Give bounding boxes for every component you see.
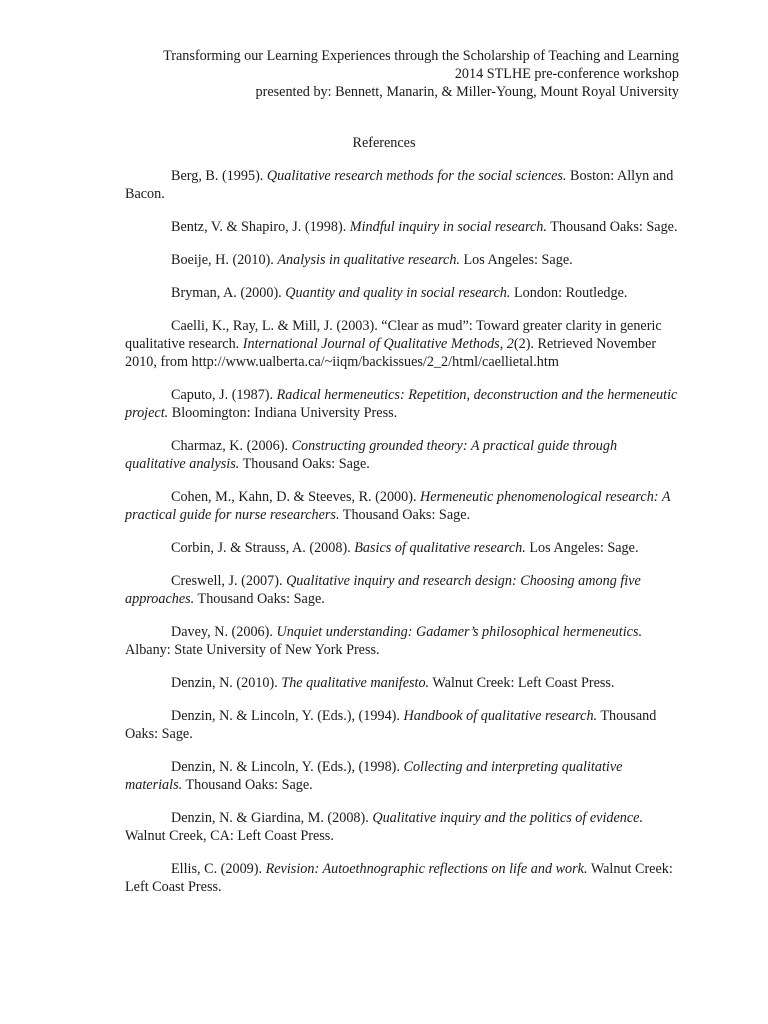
reference-authors: Boeije, H. (2010). <box>171 252 278 268</box>
reference-publisher: Thousand Oaks: Sage. <box>546 219 678 235</box>
reference-entry <box>125 623 680 659</box>
reference-authors: Bryman, A. (2000). <box>171 285 286 301</box>
reference-entry <box>125 674 680 692</box>
reference-title: Radical hermeneutics: Repetition, deconstruction and the hermeneutic project. <box>125 387 678 421</box>
reference-publisher: Thousand Oaks: Sage. <box>125 708 657 742</box>
reference-title: Qualitative research methods for the social sciences. <box>266 168 567 184</box>
reference-authors: Ellis, C. (2009). <box>171 861 266 877</box>
reference-publisher: Thousand Oaks: Sage. <box>194 591 325 607</box>
reference-entry <box>125 572 680 608</box>
reference-authors: Davey, N. (2006). <box>171 624 277 640</box>
reference-authors: Bentz, V. & Shapiro, J. (1998). <box>171 219 350 235</box>
reference-publisher: Los Angeles: Sage. <box>525 540 639 556</box>
reference-title: International Journal of Qualitative Methods, 2 <box>242 336 514 352</box>
reference-authors: Denzin, N. & Giardina, M. (2008). <box>171 810 373 826</box>
reference-publisher: Los Angeles: Sage. <box>459 252 573 268</box>
reference-title: The qualitative manifesto. <box>281 675 430 691</box>
reference-title: Collecting and interpreting qualitative materials. <box>125 759 623 793</box>
reference-entry <box>125 317 680 371</box>
reference-authors: Berg, B. (1995). <box>171 168 267 184</box>
reference-entry <box>125 437 680 473</box>
reference-authors: Charmaz, K. (2006). <box>171 438 292 454</box>
reference-publisher: Boston: Allyn and Bacon. <box>125 168 674 202</box>
reference-entry <box>125 218 680 236</box>
reference-entry <box>125 284 680 302</box>
reference-publisher: Walnut Creek: Left Coast Press. <box>125 861 673 895</box>
reference-title: Analysis in qualitative research. <box>277 252 460 268</box>
reference-entry <box>125 860 680 896</box>
reference-authors: Denzin, N. & Lincoln, Y. (Eds.), (1998). <box>171 759 404 775</box>
reference-title: Constructing grounded theory: A practical guide through qualitative analysis. <box>125 438 618 472</box>
reference-publisher: (2). Retrieved November 2010, from http://www.ualberta.ca/~iiqm/backissues/2_2/html/caellietal.htm <box>125 336 657 370</box>
reference-entry <box>125 809 680 845</box>
reference-entry <box>125 251 680 269</box>
reference-title: Qualitative inquiry and the politics of evidence. <box>372 810 644 826</box>
reference-authors: Creswell, J. (2007). <box>171 573 287 589</box>
header-workshop-title: Transforming our Learning Experiences through the Scholarship of Teaching and Learning <box>163 48 679 64</box>
reference-title: Hermeneutic phenomenological research: A practical guide for nurse researchers. <box>125 489 671 523</box>
reference-title: Mindful inquiry in social research. <box>349 219 547 235</box>
reference-list <box>125 167 680 911</box>
header-conference: 2014 STLHE pre-conference workshop <box>454 66 679 82</box>
reference-publisher: Thousand Oaks: Sage. <box>339 507 471 523</box>
reference-title: Unquiet understanding: Gadamer’s philosophical hermeneutics. <box>276 624 643 640</box>
reference-entry <box>125 386 680 422</box>
reference-entry <box>125 488 680 524</box>
reference-publisher: Walnut Creek, CA: Left Coast Press. <box>125 828 334 844</box>
reference-entry <box>125 539 680 557</box>
reference-title: Quantity and quality in social research. <box>285 285 511 301</box>
reference-authors: Denzin, N. & Lincoln, Y. (Eds.), (1994). <box>171 708 404 724</box>
reference-title: Revision: Autoethnographic reflections on life and work. <box>265 861 588 877</box>
reference-publisher: Walnut Creek: Left Coast Press. <box>429 675 615 691</box>
reference-authors: Cohen, M., Kahn, D. & Steeves, R. (2000). <box>171 489 421 505</box>
reference-publisher: Thousand Oaks: Sage. <box>239 456 370 472</box>
reference-authors: Caputo, J. (1987). <box>171 387 277 403</box>
reference-title: Qualitative inquiry and research design: Choosing among five approaches. <box>125 573 641 607</box>
reference-authors: Corbin, J. & Strauss, A. (2008). <box>171 540 355 556</box>
reference-publisher: Bloomington: Indiana University Press. <box>168 405 398 421</box>
header-presenters: presented by: Bennett, Manarin, & Miller-Young, Mount Royal University <box>255 84 679 100</box>
reference-publisher: London: Routledge. <box>510 285 628 301</box>
reference-authors: Denzin, N. (2010). <box>171 675 282 691</box>
reference-publisher: Thousand Oaks: Sage. <box>182 777 313 793</box>
document-header <box>39 47 679 101</box>
reference-publisher: Albany: State University of New York Press. <box>125 642 380 658</box>
page-title: References <box>352 135 416 151</box>
reference-title: Basics of qualitative research. <box>354 540 526 556</box>
reference-entry <box>125 707 680 743</box>
reference-entry <box>125 167 680 203</box>
reference-title: Handbook of qualitative research. <box>403 708 598 724</box>
reference-authors: Caelli, K., Ray, L. & Mill, J. (2003). “Clear as mud”: Toward greater clarity in generic qualitative research. <box>125 318 662 352</box>
reference-entry <box>125 758 680 794</box>
